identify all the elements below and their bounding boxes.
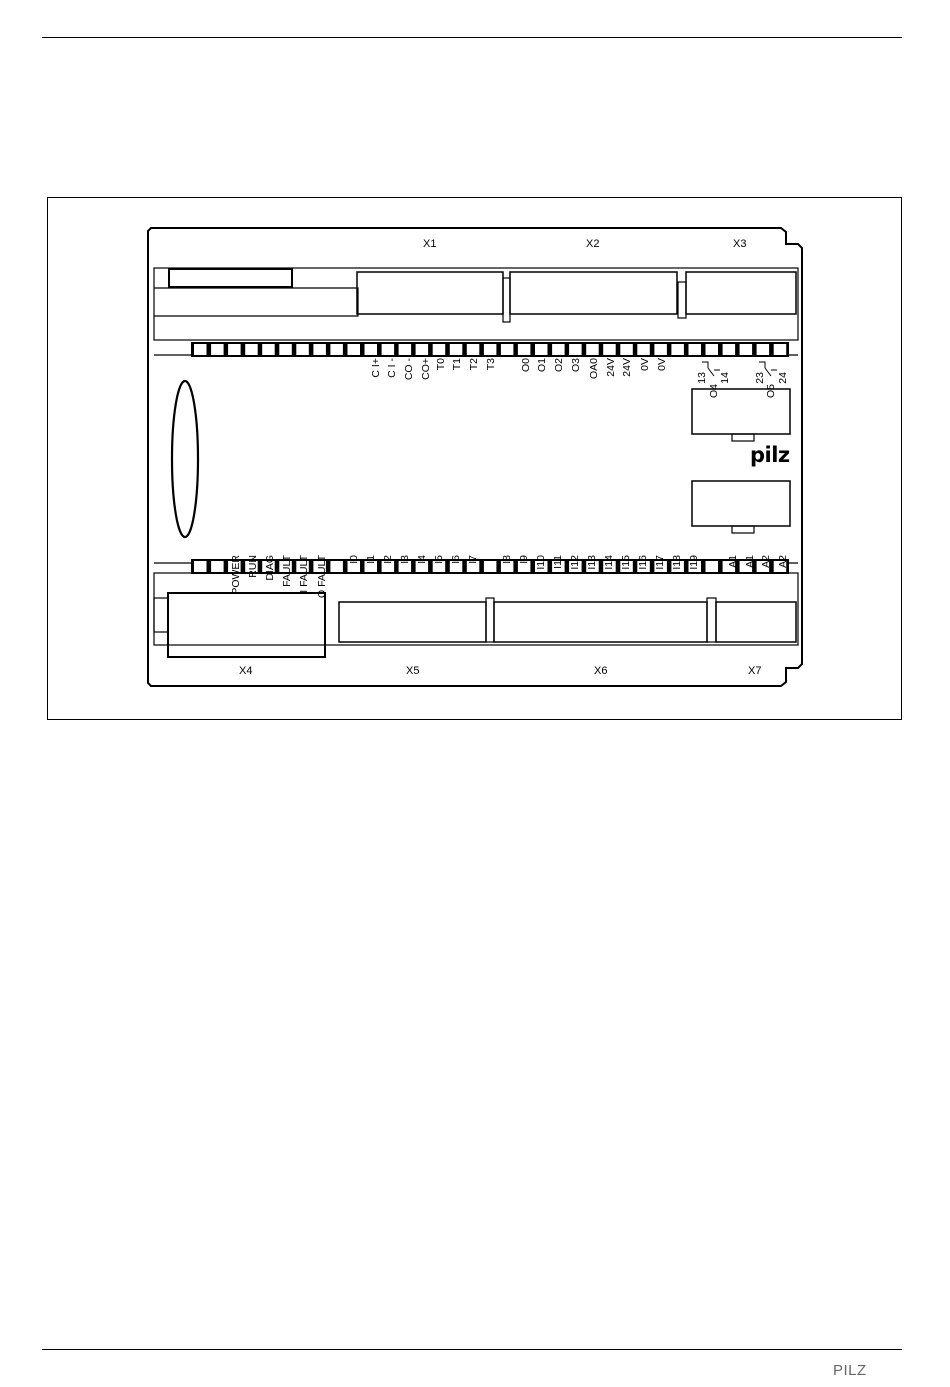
terminal-screw <box>365 344 378 355</box>
led-label: DIAG <box>264 555 276 581</box>
label-carrier-top <box>169 269 292 287</box>
terminal-label-bottom: I8 <box>501 555 513 564</box>
terminal-screw <box>484 561 497 572</box>
terminal-label-bottom: I17 <box>654 555 666 570</box>
terminal-label-top: C I - <box>386 358 398 378</box>
led-label: O FAULT <box>316 555 328 598</box>
connector-x5-block <box>339 602 486 642</box>
terminal-label-top: C I+ <box>370 358 382 378</box>
terminal-screw <box>245 344 258 355</box>
terminal-label-bottom: I0 <box>348 555 360 564</box>
header-rule <box>42 37 902 38</box>
terminal-screw <box>296 344 309 355</box>
terminal-label-bottom: A1 <box>744 555 756 568</box>
led-label: I FAULT <box>298 555 310 593</box>
footer-rule <box>42 1349 902 1350</box>
terminal-screw <box>433 344 446 355</box>
terminal-screw <box>654 344 667 355</box>
led-label: FAULT <box>281 555 293 587</box>
connector-label-x1: X1 <box>423 238 437 250</box>
terminal-screw <box>382 344 395 355</box>
terminal-screw <box>348 344 361 355</box>
terminal-label-bottom: I18 <box>671 555 683 570</box>
device-diagram <box>48 198 901 719</box>
terminal-label-bottom: I5 <box>433 555 445 564</box>
terminal-screw <box>637 344 650 355</box>
terminal-screw <box>399 344 412 355</box>
terminal-label-top: 24V <box>605 358 617 377</box>
top-terminal-labels <box>370 358 789 399</box>
terminal-label-bottom: I10 <box>535 555 547 570</box>
terminal-label-top: T0 <box>435 358 447 371</box>
terminal-screw <box>467 344 480 355</box>
terminal-label-top: 24 <box>777 372 789 384</box>
terminal-label-top: O0 <box>520 358 532 373</box>
footer-pilz-logo: PILZ <box>833 1362 867 1379</box>
terminal-label-bottom: A2 <box>777 555 789 568</box>
terminal-label-top: 0V <box>639 358 651 371</box>
terminal-label-top: OA0 <box>588 358 600 380</box>
connector-x2-block <box>510 272 677 314</box>
housing-outline <box>148 228 802 686</box>
terminal-screw <box>194 344 207 355</box>
connector-label-x6: X6 <box>594 665 608 677</box>
terminal-label-bottom: I6 <box>450 555 462 564</box>
terminal-label-top: CO - <box>403 358 415 381</box>
terminal-label-bottom: I15 <box>620 555 632 570</box>
connector-x4-block <box>168 593 325 657</box>
pilz-logo: pilz <box>750 443 790 467</box>
terminal-screw <box>706 561 719 572</box>
terminal-screw <box>689 344 702 355</box>
terminal-screw <box>774 344 787 355</box>
connector-label-x7: X7 <box>748 665 762 677</box>
terminal-screw <box>723 344 736 355</box>
terminal-label-top: O1 <box>536 358 548 373</box>
terminal-screw <box>228 344 241 355</box>
terminal-label-top: O3 <box>570 358 582 373</box>
terminal-screw <box>586 344 599 355</box>
terminal-screw <box>671 344 684 355</box>
terminal-screw <box>313 344 326 355</box>
terminal-label-bottom: I19 <box>688 555 700 570</box>
terminal-label-bottom: I4 <box>416 555 428 564</box>
led-label: RUN <box>247 555 259 578</box>
relay-module-lower <box>692 481 790 526</box>
connector-label-x5: X5 <box>406 665 420 677</box>
top-connector-housing <box>154 268 798 340</box>
terminal-screw <box>262 344 275 355</box>
terminal-label-bottom: I2 <box>382 555 394 564</box>
terminal-label-bottom: A2 <box>760 555 772 568</box>
terminal-screw <box>518 344 531 355</box>
connector-label-x2: X2 <box>586 238 600 250</box>
terminal-screw <box>330 344 343 355</box>
terminal-label-bottom: I11 <box>552 555 564 569</box>
terminal-label-bottom: I1 <box>365 555 377 564</box>
terminal-label-bottom: I12 <box>569 555 581 570</box>
terminal-screw <box>450 344 463 355</box>
terminal-screw <box>740 344 753 355</box>
terminal-label-top: T2 <box>468 358 480 371</box>
terminal-label-bottom: I7 <box>467 555 479 564</box>
terminal-label-bottom: A1 <box>727 555 739 568</box>
terminal-label-top: O2 <box>553 358 565 373</box>
terminal-screw <box>535 344 548 355</box>
connector-x7-block <box>716 602 796 642</box>
connector-x6-block <box>494 602 707 642</box>
terminal-label-top: CO+ <box>420 358 432 380</box>
terminal-screw <box>194 561 207 572</box>
terminal-screw <box>620 344 633 355</box>
terminal-label-top: 13 <box>696 372 708 384</box>
connector-label-x3: X3 <box>733 238 747 250</box>
terminal-screw <box>484 344 497 355</box>
led-window <box>172 381 198 537</box>
terminal-screw <box>211 344 224 355</box>
terminal-label-top: O5 <box>765 384 777 399</box>
terminal-screw <box>330 561 343 572</box>
top-terminal-row <box>191 342 789 357</box>
terminal-label-bottom: I3 <box>399 555 411 564</box>
terminal-screw <box>211 561 224 572</box>
terminal-screw <box>501 344 514 355</box>
terminal-label-bottom: I14 <box>603 555 615 570</box>
terminal-label-top: 14 <box>719 372 731 384</box>
connector-x1-block <box>357 272 503 314</box>
terminal-label-top: O4 <box>708 384 720 399</box>
terminal-label-top: T1 <box>451 358 463 371</box>
terminal-label-bottom: I9 <box>518 555 530 564</box>
led-label: POWER <box>230 555 242 595</box>
bottom-connector-housing <box>154 573 798 645</box>
terminal-label-top: 23 <box>754 372 766 384</box>
terminal-screw <box>706 344 719 355</box>
terminal-label-bottom: I16 <box>637 555 649 570</box>
terminal-label-bottom: I13 <box>586 555 598 570</box>
terminal-label-top: 0V <box>656 358 668 371</box>
terminal-screw <box>416 344 429 355</box>
connector-label-x4: X4 <box>239 665 253 677</box>
terminal-screw <box>603 344 616 355</box>
terminal-screw <box>757 344 770 355</box>
connector-x3-block <box>686 272 796 314</box>
terminal-label-top: T3 <box>485 358 497 371</box>
figure-frame <box>47 197 902 720</box>
terminal-screw <box>552 344 565 355</box>
terminal-screw <box>279 344 292 355</box>
terminal-screw <box>569 344 582 355</box>
terminal-label-top: 24V <box>621 358 633 377</box>
